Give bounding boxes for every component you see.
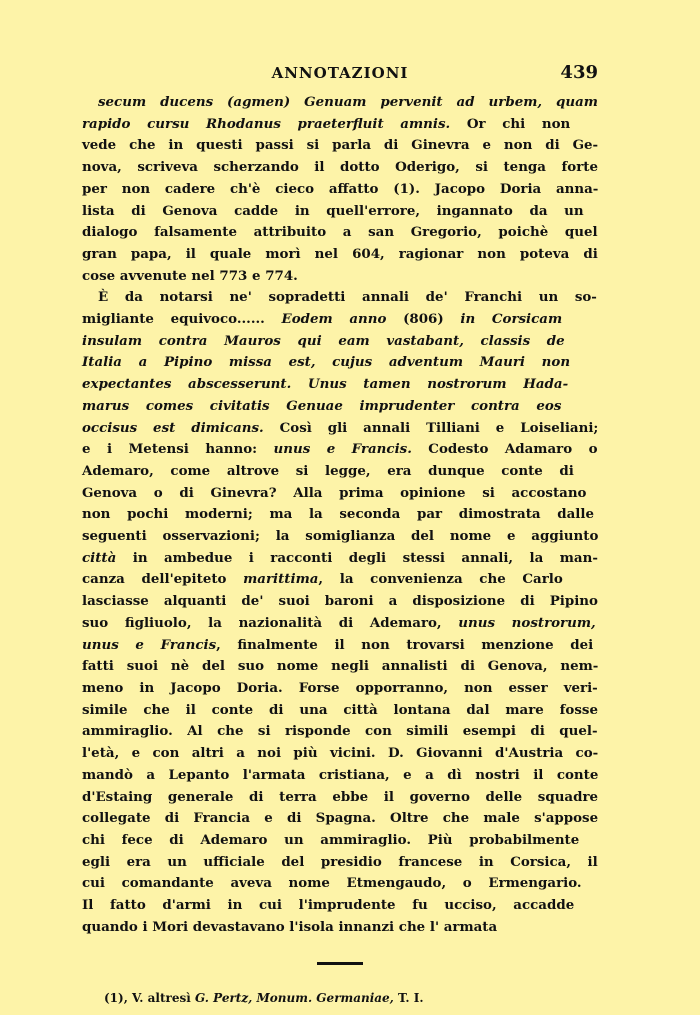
italic-text-segment: unus nostrorum, — [458, 614, 596, 631]
text-line — [82, 418, 598, 440]
text-segment: gran papa, il quale morì nel 604, ragionar non poteva di — [82, 245, 598, 262]
text-segment: simile che il conte di una città lontana dal mare fosse — [82, 701, 598, 718]
header-title: ANNOTAZIONI — [271, 64, 409, 82]
book-page — [82, 58, 598, 1005]
text-segment: vede che in questi passi si parla di Ginevra e non di Ge- — [82, 137, 599, 154]
text-line — [82, 157, 598, 179]
text-line — [82, 504, 598, 526]
text-line — [82, 135, 598, 157]
text-line — [82, 591, 598, 613]
text-line — [82, 613, 598, 635]
text-segment: l'età, e con altri a noi più vicini. D. Giovanni d'Austria co- — [82, 745, 599, 762]
text-line — [82, 374, 598, 396]
text-segment: quando i Mori devastavano l'isola innanzi che l' armata — [82, 918, 498, 935]
text-line — [82, 765, 598, 787]
text-line — [82, 656, 598, 678]
text-segment: cui comandante aveva nome Etmengaudo, o Ermengario. — [82, 875, 582, 892]
italic-text-segment: Italia a Pipino missa est, cujus adventum Mauri non — [82, 354, 571, 371]
text-segment: ammiraglio. Al che si risponde con simili esempi di quel- — [82, 723, 598, 740]
paragraph-2 — [82, 287, 598, 938]
text-line — [82, 830, 598, 852]
text-line — [82, 201, 598, 223]
text-segment: È da notarsi ne' sopradetti annali de' Franchi un so- — [98, 289, 597, 306]
paragraph-1 — [82, 92, 598, 287]
italic-text-segment: città — [82, 549, 117, 566]
text-segment: per non cadere ch'è cieco affatto (1). Jacopo Doria anna- — [82, 180, 599, 197]
text-line — [82, 569, 598, 591]
text-line — [82, 287, 598, 309]
text-line — [82, 678, 598, 700]
text-segment: dialogo falsamente attribuito a san Gregorio, poichè quel — [82, 224, 598, 241]
text-line — [82, 635, 598, 657]
text-segment: canza dell'epiteto — [82, 571, 244, 588]
italic-text-segment: unus e Francis — [82, 636, 217, 653]
italic-text-segment: unus e Francis. — [273, 441, 412, 458]
page-number: 439 — [560, 62, 598, 83]
italic-text-segment: G. Pertz, Monum. Germaniae, — [194, 991, 394, 1006]
footnote-separator-rule — [317, 962, 363, 965]
text-line — [82, 309, 598, 331]
text-line — [82, 483, 598, 505]
annotation-body — [82, 92, 598, 938]
text-segment: meno in Jacopo Doria. Forse opporranno, non esser veri- — [82, 679, 598, 696]
text-segment: lista di Genova cadde in quell'errore, ingannato da un — [82, 202, 584, 219]
text-segment: mandò a Lepanto l'armata cristiana, e a dì nostri il conte — [82, 766, 599, 783]
text-line — [82, 92, 598, 114]
text-segment: (806) — [386, 311, 461, 328]
text-line — [82, 743, 598, 765]
text-line — [82, 526, 598, 548]
italic-text-segment: secum ducens (agmen) Genuam pervenit ad urbem, quam — [98, 94, 598, 110]
italic-text-segment: rapido cursu Rhodanus praeterfluit amnis. — [82, 115, 451, 132]
text-line — [82, 461, 598, 483]
text-line — [82, 721, 598, 743]
text-segment: Il fatto d'armi in cui l'imprudente fu ucciso, accadde — [82, 897, 575, 914]
text-segment: suo figliuolo, la nazionalità di Ademaro, — [82, 614, 459, 631]
italic-text-segment: occisus est dimicans. — [82, 419, 264, 436]
text-segment: Codesto Adamaro o — [411, 441, 598, 458]
text-line — [82, 179, 598, 201]
text-segment: Così gli annali Tilliani e Loiseliani; — [263, 419, 599, 436]
text-line — [82, 852, 598, 874]
text-segment: Ademaro, come altrove si legge, era dunque conte di — [82, 462, 574, 479]
text-line — [82, 895, 598, 917]
text-segment: egli era un ufficiale del presidio francese in Corsica, il — [82, 853, 598, 870]
text-segment: fatti suoi nè del suo nome negli annalisti di Genova, nem- — [82, 658, 599, 675]
text-segment: , la convenienza che Carlo — [318, 571, 563, 588]
text-line — [82, 352, 598, 374]
text-segment: e i Metensi hanno: — [82, 441, 274, 458]
text-line — [82, 266, 598, 288]
italic-text-segment: insulam contra Mauros qui eam vastabant, classis de — [82, 332, 565, 349]
text-line — [82, 787, 598, 809]
text-line — [82, 700, 598, 722]
text-segment: non pochi moderni; ma la seconda par dimostrata dalle — [82, 506, 594, 523]
text-segment: chi fece di Ademaro un ammiraglio. Più probabilmente — [82, 831, 580, 848]
text-line — [82, 439, 598, 461]
text-line — [82, 222, 598, 244]
text-line — [82, 548, 598, 570]
text-segment: collegate di Francia e di Spagna. Oltre che male s'appose — [82, 810, 599, 827]
text-segment: T. I. — [393, 991, 424, 1006]
text-segment: lasciasse alquanti de' suoi baroni a disposizione di Pipino — [82, 593, 598, 610]
text-segment: seguenti osservazioni; la somiglianza del nome e aggiunto — [82, 528, 599, 545]
text-segment: (1), V. altresì — [104, 991, 195, 1006]
text-segment: Or chi non — [450, 115, 571, 132]
text-line — [82, 873, 598, 895]
italic-text-segment: marus comes civitatis Genuae imprudenter contra eos — [82, 397, 562, 414]
italic-text-segment: marittima — [243, 571, 319, 588]
text-segment: nova, scriveva scherzando il dotto Oderigo, si tenga forte — [82, 159, 598, 176]
text-segment: cose avvenute nel 773 e 774. — [82, 267, 298, 284]
text-line — [82, 244, 598, 266]
text-segment: Genova o di Ginevra? Alla prima opinione si accostano — [82, 484, 587, 501]
running-header — [82, 58, 598, 92]
text-segment: in ambedue i racconti degli stessi annali, la man- — [116, 549, 598, 566]
text-line — [82, 114, 598, 136]
footnote — [104, 991, 598, 1005]
text-line — [82, 917, 598, 939]
italic-text-segment: in Corsicam — [460, 311, 563, 328]
text-segment: migliante equivoco...... — [82, 311, 282, 328]
text-segment: d'Estaing generale di terra ebbe il governo delle squadre — [82, 788, 599, 805]
italic-text-segment: expectantes abscesserunt. Unus tamen nostrorum Hada- — [82, 376, 569, 393]
text-line — [82, 396, 598, 418]
italic-text-segment: Eodem anno — [281, 311, 387, 328]
text-line — [82, 331, 598, 353]
text-segment: , finalmente il non trovarsi menzione dei — [216, 636, 594, 653]
text-line — [82, 808, 598, 830]
